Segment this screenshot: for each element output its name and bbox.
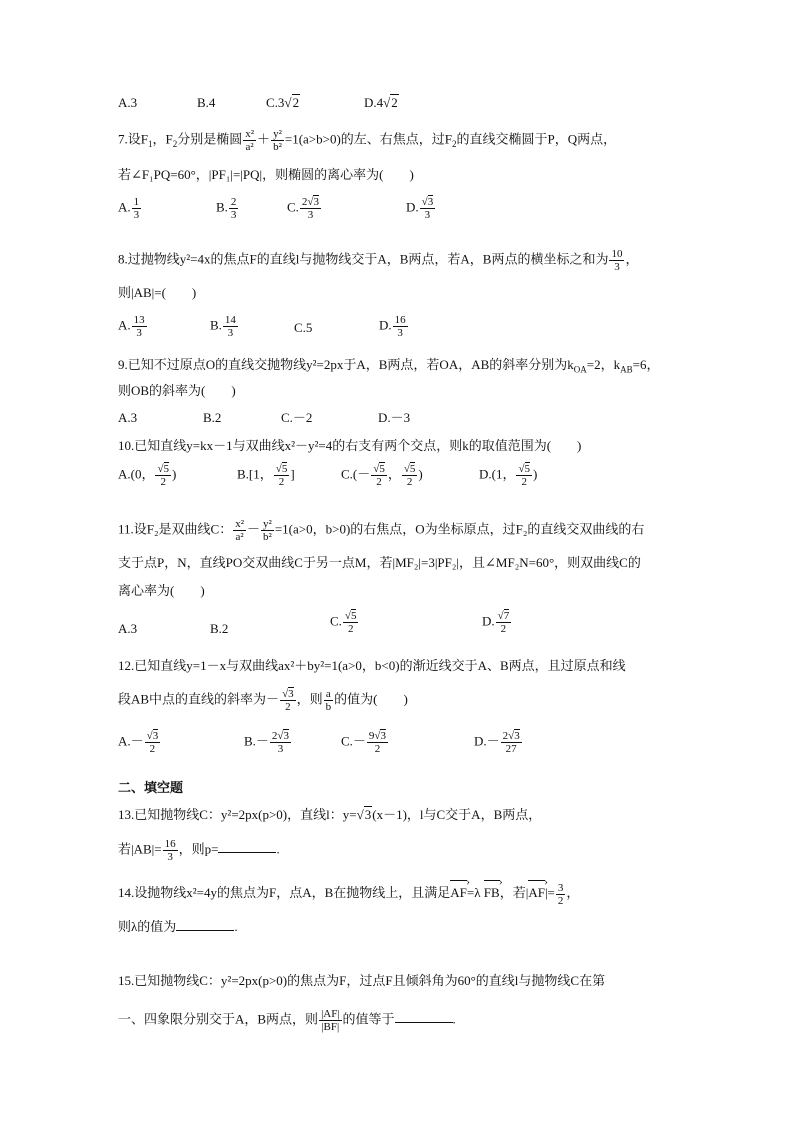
q10-option-c: C.(－ $\frac{√5}{2}$ ， $\frac{√5}{2}$ ) — [341, 463, 423, 488]
q8-stem-line2: 则|AB|=( ) — [118, 285, 197, 300]
q11-option-c: C. $\frac{√5}{2}$ — [330, 610, 357, 635]
q11-stem-line1: 11.设F₂是双曲线C： $\frac{\text{x²}}{\text{a²}}$ － $\frac{\text{y²}}{\text{b²}}$ =1(a>0，b>0)的右焦点，O为坐标原点，过F₂的直线交双曲线的右 — [118, 518, 645, 543]
q8-option-d: D. $\frac{16}{3}$ — [379, 314, 406, 339]
q11-stem-line2: 支于点P，N，直线PO交双曲线C于另一点M，若|MF₂|=3|PF₂|，且∠MF₂N=60°，则双曲线C的 — [118, 555, 641, 570]
q9-stem-line2: 则OB的斜率为( ) — [118, 383, 236, 398]
q8-stem-line1: 8.过抛物线y²=4x的焦点F的直线l与抛物线交于A，B两点，若A，B两点的横坐标之和为 $\frac{10}{3}$ ， — [118, 248, 639, 273]
q9-option-c: C.－2 — [281, 410, 313, 425]
q9-option-d: D.－3 — [378, 410, 411, 425]
q15-stem-line2: 一、四象限分别交于A，B两点，则 $\frac{|AF|}{|BF|}$ 的值等于 . — [118, 1008, 456, 1033]
q15-answer-blank[interactable] — [395, 1010, 453, 1023]
q7-stem-line1: 7.设$F_1$，$F_2$分别是椭圆 $\frac{\text{x²}}{\text{a²}}$ ＋ $\frac{\text{y²}}{\text{b²}}$ =1(a>b>0)的左、右焦点，过$F_2$的直线交椭圆于P，Q两点， — [118, 128, 617, 153]
q12-option-a: A.－ $\frac{√3}{2}$ — [118, 730, 159, 755]
q12-option-d: D.－ $\frac{2√3}{27}$ — [474, 730, 520, 755]
q7-stem-line2: 若∠F₁PQ=60°，|PF₁|=|PQ|，则椭圆的离心率为( ) — [118, 167, 414, 182]
q13-stem-line1: 13.已知抛物线C：y²=2px(p>0)，直线l：y=√3(x－1)，l与C交于A，B两点， — [118, 807, 542, 822]
q6-option-b: B.4 — [197, 95, 216, 110]
q9-stem-line1: 9.已知不过原点O的直线交抛物线y²=2px于A，B两点，若OA，AB的斜率分别为$k_{OA}=2$，$k_{AB}=6$， — [118, 357, 660, 375]
q9-option-b: B.2 — [203, 410, 222, 425]
q14-stem-line1: 14.设抛物线x²=4y的焦点为F，点A，B在抛物线上，且满足AF ›=λ FB ›，若|AF ›|= $\frac{3}{2}$ ， — [118, 880, 579, 907]
q9-option-a: A.3 — [118, 410, 138, 425]
q11-option-a: A.3 — [118, 621, 138, 636]
q7-option-d: D. $\frac{√3}{3}$ — [406, 196, 434, 221]
q10-stem: 10.已知直线y=kx－1与双曲线x²－y²=4的右支有两个交点，则k的取值范围为( ) — [118, 438, 582, 453]
q8-option-a: A. $\frac{13}{3}$ — [118, 314, 145, 339]
q15-stem-line1: 15.已知抛物线C：y²=2px(p>0)的焦点为F，过点F且倾斜角为60°的直线l与抛物线C在第 — [118, 973, 606, 988]
q11-option-b: B.2 — [210, 621, 229, 636]
q12-option-c: C.－ $\frac{9√3}{2}$ — [341, 730, 386, 755]
q12-stem-line2: 段AB中点的直线的斜率为－ $\frac{√3}{2}$ ，则 $\frac{a}{b}$ 的值为( ) — [118, 688, 408, 713]
q7-option-b: B. $\frac{2}{3}$ — [216, 196, 237, 221]
q8-option-b: B. $\frac{14}{3}$ — [210, 314, 236, 339]
q7-option-a: A. $\frac{1}{3}$ — [118, 196, 140, 221]
q11-option-d: D. $\frac{√7}{2}$ — [482, 610, 510, 635]
q14-answer-blank[interactable] — [176, 918, 234, 931]
q12-option-b: B.－ $\frac{2√3}{3}$ — [244, 730, 289, 755]
q13-stem-line2: 若|AB|= $\frac{16}{3}$ ，则p= . — [118, 838, 280, 863]
q10-option-d: D.(1， $\frac{√5}{2}$ ) — [479, 463, 538, 488]
q8-option-c: C.5 — [294, 320, 313, 335]
q11-stem-line3: 离心率为( ) — [118, 583, 205, 598]
q13-answer-blank[interactable] — [218, 840, 276, 853]
q7-option-c: C. $\frac{2√3}{3}$ — [287, 196, 319, 221]
q14-stem-line2: 则λ的值为 . — [118, 919, 238, 934]
section-title-fill-in: 二、填空题 — [118, 781, 184, 796]
q6-option-c: C.3√2 — [266, 95, 300, 110]
q6-option-d: D.4√2 — [364, 95, 398, 110]
q12-stem-line1: 12.已知直线y=1－x与双曲线ax²＋by²=1(a>0，b<0)的渐近线交于A、B两点，且过原点和线 — [118, 658, 626, 673]
q10-option-b: B.[1， $\frac{√5}{2}$ ] — [237, 463, 295, 488]
q10-option-a: A.(0， $\frac{√5}{2}$ ) — [118, 463, 177, 488]
q6-option-a: A.3 — [118, 95, 138, 110]
